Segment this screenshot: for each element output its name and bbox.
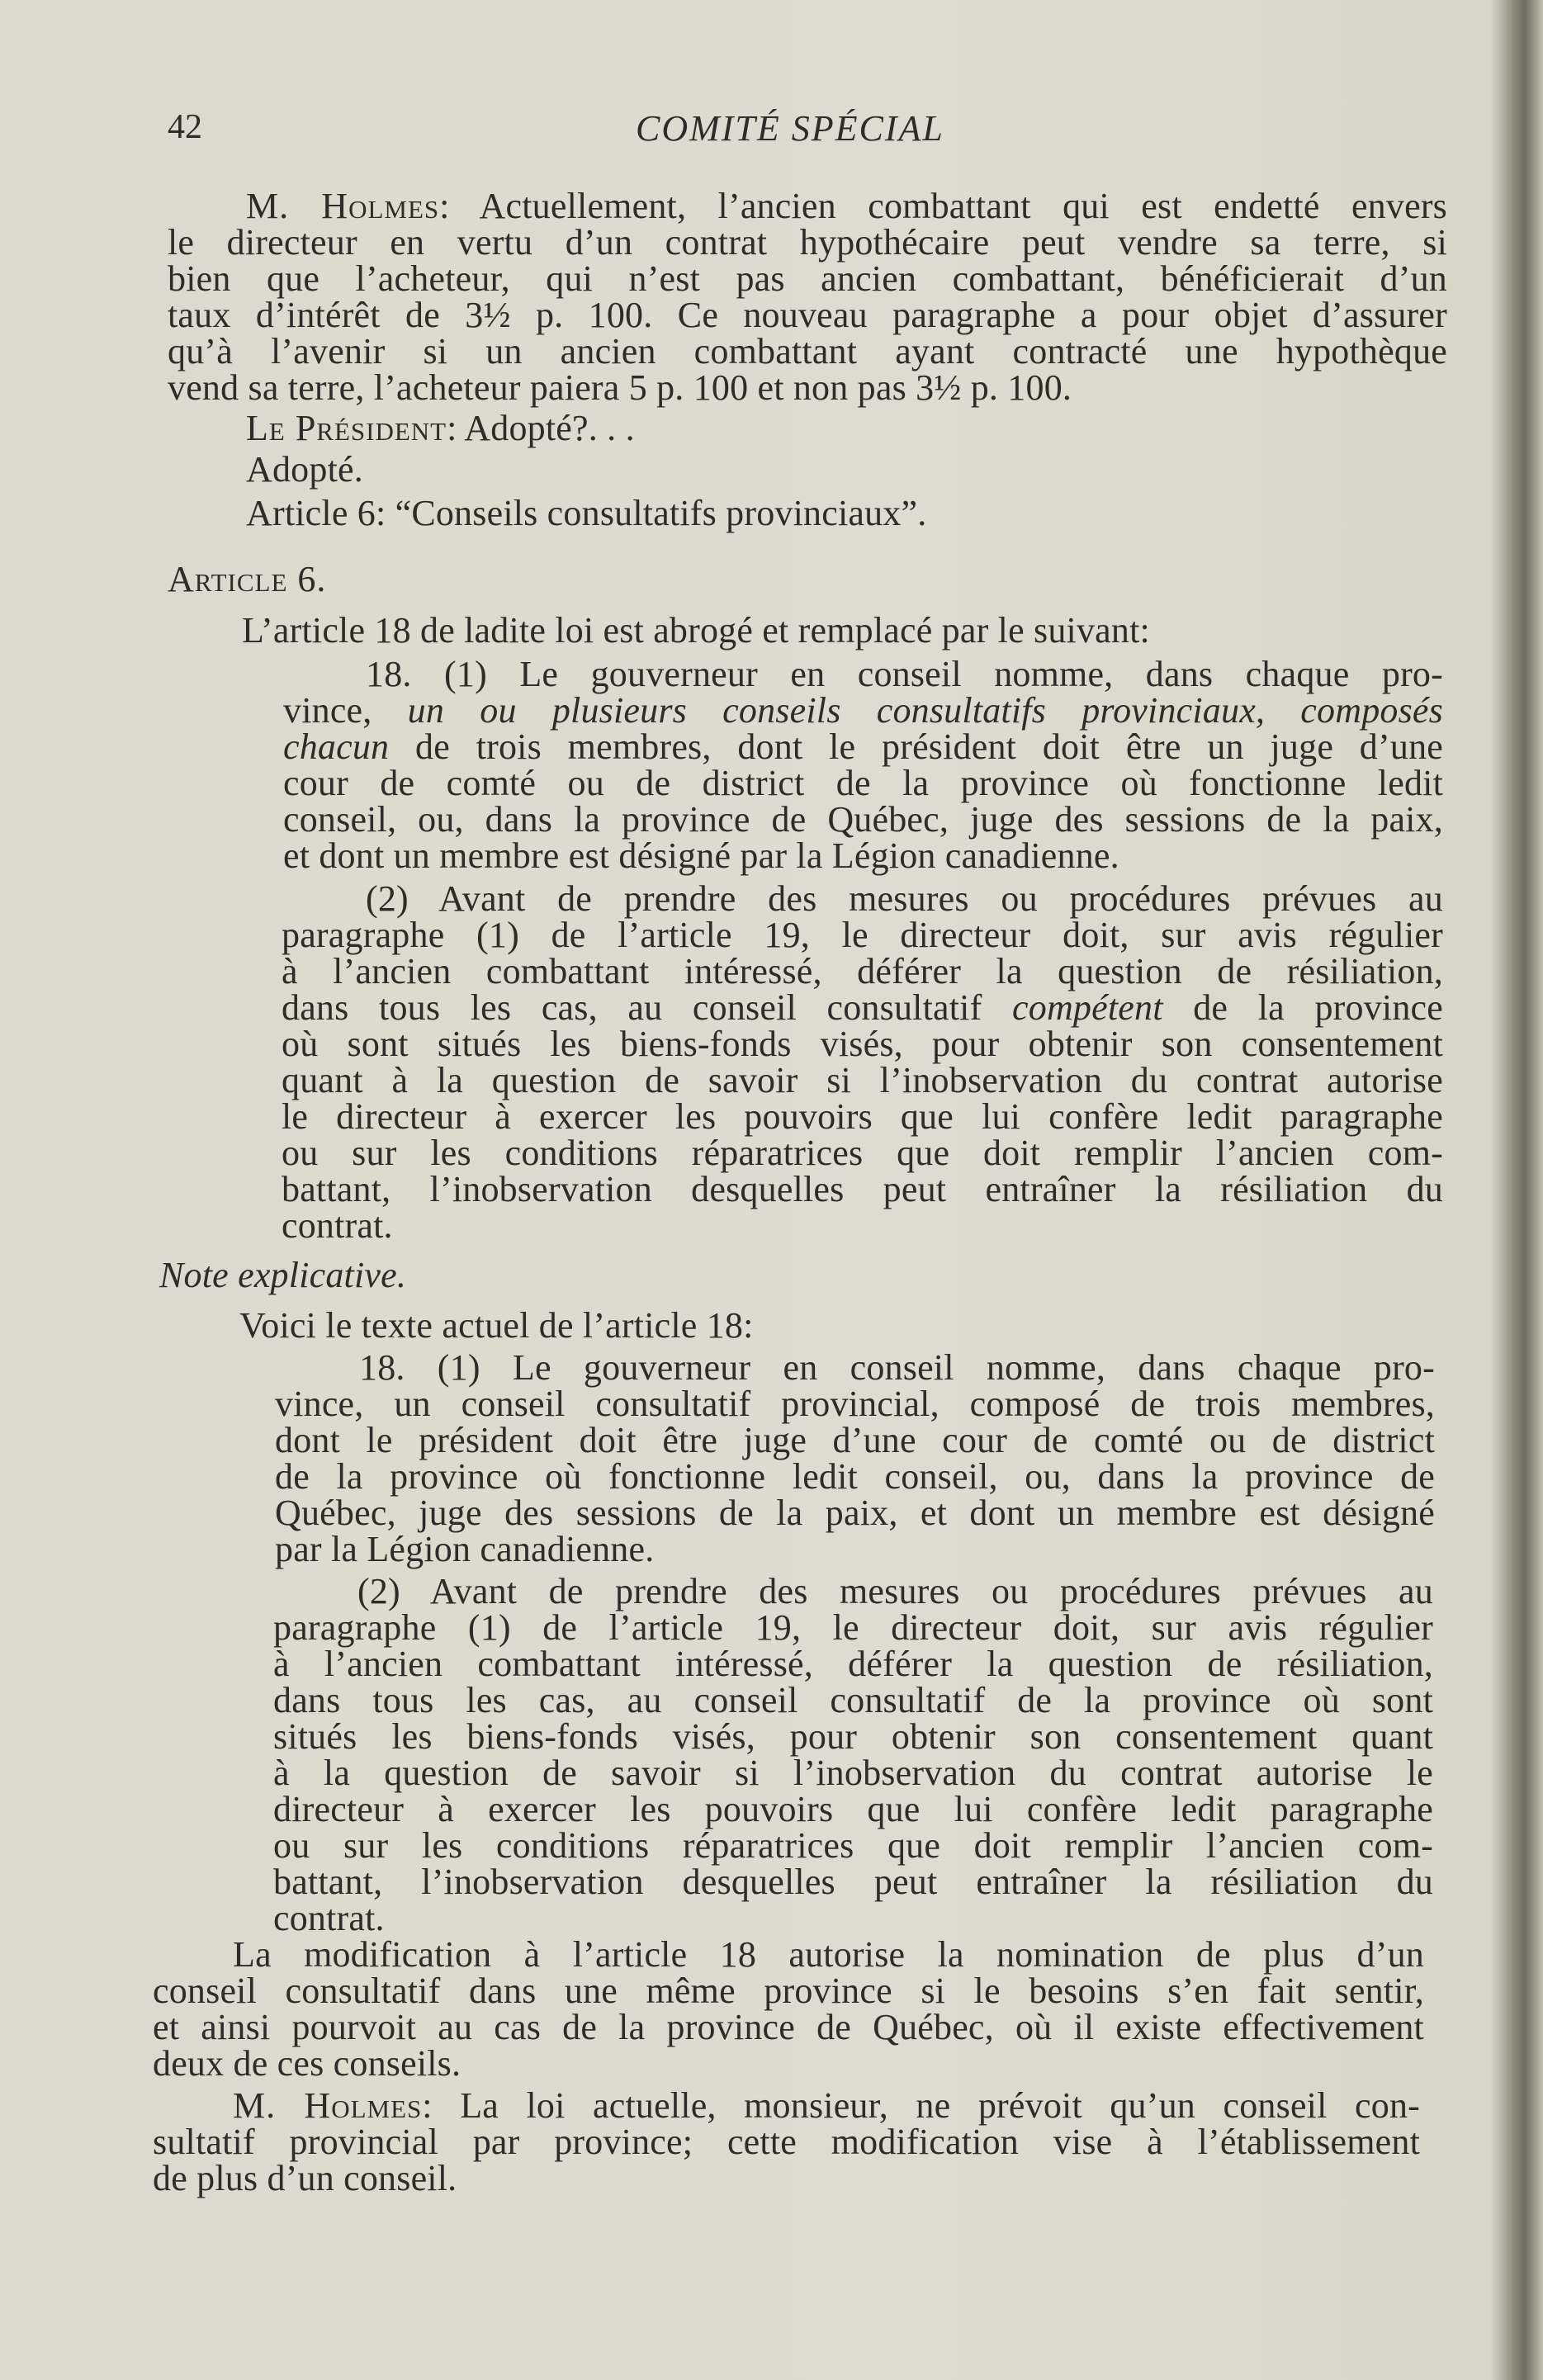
modification-line-3: et ainsi pourvoit au cas de la province de Québec, où il existe effectivement: [153, 2007, 1424, 2047]
new18-p1-line-2: vince, un ou plusieurs conseils consultatifs provinciaux, composés: [283, 690, 1443, 731]
new18-p2-line-10: contrat.: [282, 1205, 393, 1246]
new18-p2-line-6: quant à la question de savoir si l’inobservation du contrat autorise: [282, 1060, 1443, 1100]
book-binding-edge: [1502, 0, 1543, 2380]
old18-p2-line-2: paragraphe (1) de l’article 19, le directeur doit, sur avis régulier: [273, 1607, 1433, 1648]
holmes2-line-2: sultatif provincial par province; cette modification vise à l’établissement: [153, 2122, 1420, 2162]
speaker-holmes-2: M. Holmes: [233, 2085, 423, 2126]
old18-p2-line-8: ou sur les conditions réparatrices que doit remplir l’ancien com-: [273, 1825, 1433, 1866]
old18-p1-line-1: 18. (1) Le gouverneur en conseil nomme, dans chaque pro-: [359, 1347, 1435, 1388]
holmes1-line-3: bien que l’acheteur, qui n’est pas ancien combattant, bénéficierait d’un: [168, 258, 1447, 299]
new18-p1-line-6: et dont un membre est désigné par la Légion canadienne.: [283, 835, 1119, 876]
old18-p2-line-5: situés les biens-fonds visés, pour obtenir son consentement quant: [273, 1716, 1433, 1757]
new18-p2-line-9: battant, l’inobservation desquelles peut entraîner la résiliation du: [282, 1169, 1443, 1209]
holmes1-line-6: vend sa terre, l’acheteur paiera 5 p. 100 et non pas 3½ p. 100.: [168, 367, 1072, 408]
speaker-holmes: M. Holmes: [246, 186, 440, 226]
old18-p2-line-4: dans tous les cas, au conseil consultatif de la province où sont: [273, 1680, 1433, 1720]
new18-p2-line-7: le directeur à exercer les pouvoirs que lui confère ledit paragraphe: [282, 1096, 1443, 1137]
page-number: 42: [168, 108, 202, 146]
new18-p1-line-5: conseil, ou, dans la province de Québec, juge des sessions de la paix,: [283, 799, 1443, 840]
old18-p2-line-3: à l’ancien combattant intéressé, déférer la question de résiliation,: [273, 1644, 1433, 1684]
article-intro: L’article 18 de ladite loi est abrogé et remplacé par le suivant:: [242, 610, 1150, 651]
old18-p2-line-6: à la question de savoir si l’inobservation du contrat autorise le: [273, 1753, 1433, 1793]
president-line: Le Président: Adopté?. . .: [246, 408, 635, 448]
new18-p2-line-2: paragraphe (1) de l’article 19, le directeur doit, sur avis régulier: [282, 915, 1443, 955]
note-heading: Note explicative.: [159, 1255, 407, 1295]
article6-intro: Article 6: “Conseils consultatifs provinciaux”.: [246, 493, 927, 533]
old18-p1-line-2: vince, un conseil consultatif provincial, composé de trois membres,: [275, 1384, 1435, 1424]
modification-line-4: deux de ces conseils.: [153, 2043, 461, 2084]
old18-p1-line-4: de la province où fonctionne ledit conseil, ou, dans la province de: [275, 1456, 1435, 1497]
adopted-line: Adopté.: [246, 449, 363, 490]
holmes1-line-5: qu’à l’avenir si un ancien combattant ayant contracté une hypothèque: [168, 331, 1447, 371]
old18-p1-line-5: Québec, juge des sessions de la paix, et dont un membre est désigné: [275, 1493, 1435, 1533]
new18-p2-line-8: ou sur les conditions réparatrices que doit remplir l’ancien com-: [282, 1133, 1443, 1173]
old18-p2-line-7: directeur à exercer les pouvoirs que lui confère ledit paragraphe: [273, 1789, 1433, 1829]
new18-p2-line-5: où sont situés les biens-fonds visés, pour obtenir son consentement: [282, 1024, 1443, 1064]
holmes2-line-3: de plus d’un conseil.: [153, 2158, 457, 2198]
speaker-president: Le Président: [246, 408, 447, 448]
old18-p1-line-3: dont le président doit être juge d’une cour de comté ou de district: [275, 1420, 1435, 1460]
new18-p2-line-1: (2) Avant de prendre des mesures ou procédures prévues au: [366, 878, 1443, 919]
new18-p2-line-4: dans tous les cas, au conseil consultatif compétent de la province: [282, 987, 1443, 1028]
new18-p1-line-3: chacun de trois membres, dont le président doit être un juge d’une: [283, 726, 1443, 767]
old18-p1-line-6: par la Légion canadienne.: [275, 1529, 655, 1569]
note-intro: Voici le texte actuel de l’article 18:: [239, 1305, 754, 1346]
holmes1-line-2: le directeur en vertu d’un contrat hypothécaire peut vendre sa terre, si: [168, 222, 1447, 263]
holmes1-line-1: M. Holmes: Actuellement, l’ancien combattant qui est endetté envers: [246, 186, 1447, 226]
old18-p2-line-10: contrat.: [273, 1898, 385, 1938]
holmes1-line-4: taux d’intérêt de 3½ p. 100. Ce nouveau paragraphe a pour objet d’assurer: [168, 295, 1447, 335]
page-gutter-shadow: [1490, 0, 1502, 2380]
modification-line-1: La modification à l’article 18 autorise la nomination de plus d’un: [233, 1934, 1424, 1975]
article-heading: Article 6.: [168, 559, 327, 599]
holmes2-line-1: M. Holmes: La loi actuelle, monsieur, ne prévoit qu’un conseil con-: [233, 2085, 1421, 2126]
old18-p2-line-1: (2) Avant de prendre des mesures ou procédures prévues au: [357, 1571, 1433, 1611]
new18-p1-line-4: cour de comté ou de district de la province où fonctionne ledit: [283, 763, 1443, 803]
new18-p2-line-3: à l’ancien combattant intéressé, déférer la question de résiliation,: [282, 951, 1443, 991]
old18-p2-line-9: battant, l’inobservation desquelles peut entraîner la résiliation du: [273, 1862, 1433, 1902]
new18-p1-line-1: 18. (1) Le gouverneur en conseil nomme, dans chaque pro-: [366, 654, 1443, 694]
running-title: COMITÉ SPÉCIAL: [636, 108, 944, 149]
modification-line-2: conseil consultatif dans une même province si le besoins s’en fait sentir,: [153, 1971, 1424, 2011]
